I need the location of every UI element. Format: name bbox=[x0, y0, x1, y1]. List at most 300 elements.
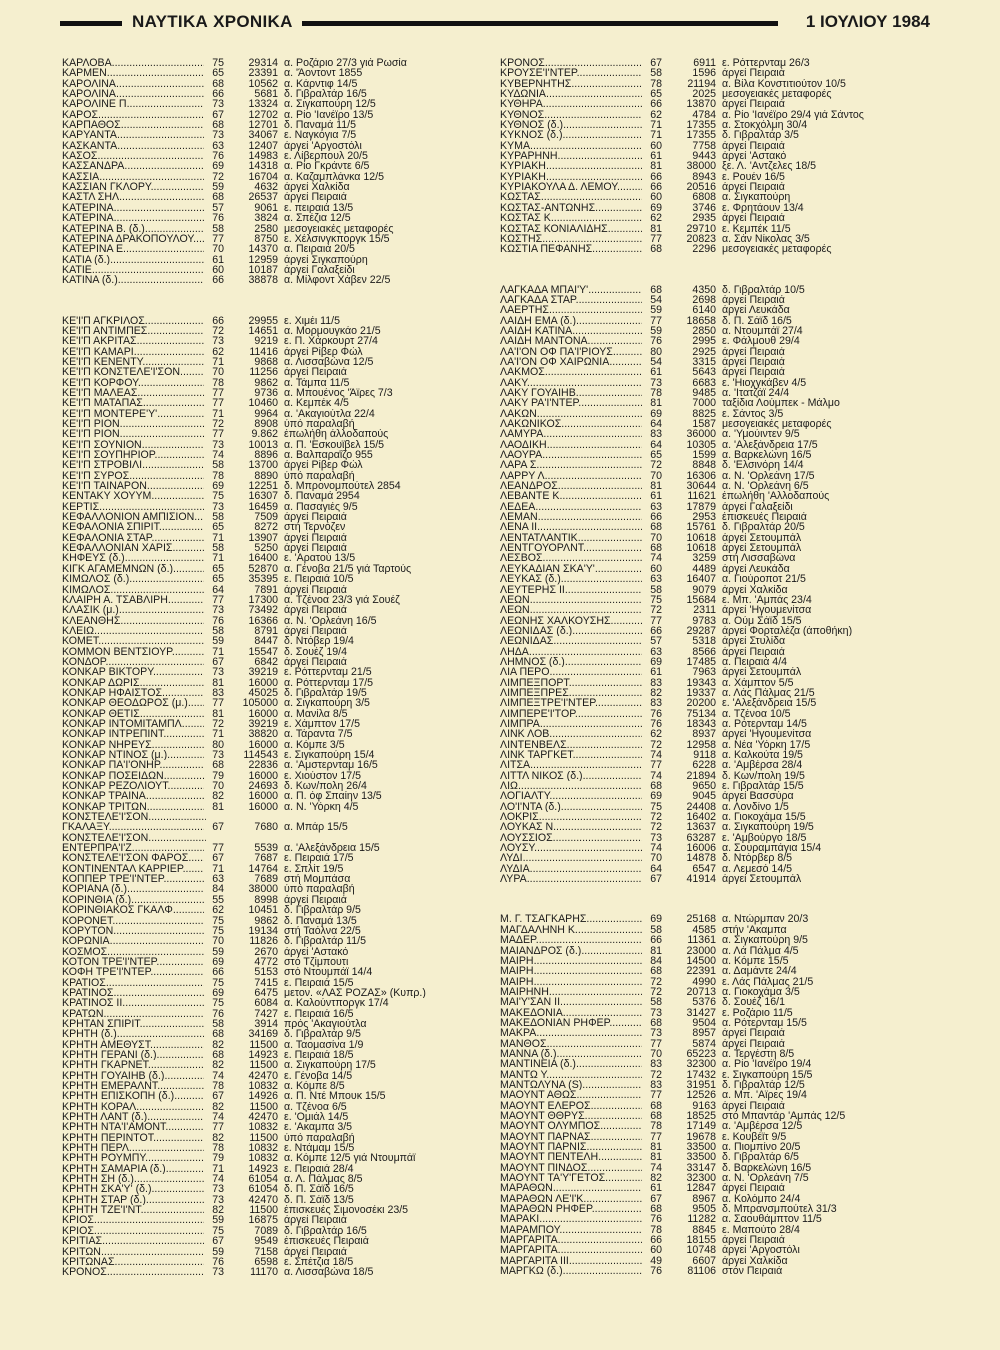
build-year: 77 bbox=[642, 1132, 662, 1142]
ship-row bbox=[62, 234, 472, 244]
tonnage: 7509 bbox=[254, 512, 278, 523]
ship-row bbox=[62, 605, 472, 615]
ship-name: ΚΡΑΤΙΟΣ ..... bbox=[62, 978, 206, 988]
ship-status: άργεί Σετουμπάλ bbox=[722, 667, 802, 678]
tonnage: 8967 bbox=[692, 1193, 716, 1205]
build-year: 58 bbox=[204, 460, 224, 470]
ship-name: ΛΕΣΒΟΣ ..... bbox=[500, 553, 644, 563]
ship-status: ε. 'Ακαμπα 3/5 bbox=[284, 1122, 353, 1133]
ship-status: άργεί Πειραιά bbox=[284, 894, 347, 906]
build-year: 61 bbox=[642, 667, 662, 677]
section-gap bbox=[500, 255, 910, 285]
ship-status: άργεί Πειραιά bbox=[722, 1183, 785, 1194]
ship-row bbox=[62, 988, 472, 998]
header-rule-left bbox=[60, 21, 122, 26]
tonnage: 9783 bbox=[692, 615, 716, 626]
ship-name: ΜΑΝΤΩ Υ. ..... bbox=[500, 1070, 644, 1080]
tonnage: 11500 bbox=[249, 1205, 278, 1216]
tonnage: 4784 bbox=[692, 109, 716, 121]
tonnage: 4350 bbox=[692, 284, 716, 295]
tonnage: 2311 bbox=[693, 605, 716, 616]
ship-status: άργεί Πειραιά bbox=[284, 1246, 347, 1257]
ship-status: έπωλήθη άλλοδαπούς bbox=[284, 429, 389, 440]
ship-status: δ. Π. Σάϊδ 16/5 bbox=[284, 1184, 354, 1195]
tonnage: 5153 bbox=[254, 967, 278, 978]
ship-name: ΚΡΗΤΗ ΓΟΥΑΙΗΒ (δ.) ..... bbox=[62, 1071, 206, 1081]
ship-name: ΚΑΡΟΣ ..... bbox=[62, 110, 206, 120]
ship-row bbox=[62, 316, 472, 326]
ship-row bbox=[62, 1257, 472, 1267]
build-year: 67 bbox=[204, 1091, 224, 1101]
ship-name: ΛΥΡΑ ..... bbox=[500, 874, 644, 884]
ship-name: ΚΟΝΚΑΡ ΠΟΣΕΙΔΩΝ ..... bbox=[62, 771, 206, 781]
build-year: 64 bbox=[642, 419, 662, 429]
ship-row bbox=[62, 1153, 472, 1163]
ship-status: άργεί Πειραιά bbox=[722, 356, 785, 368]
ship-row bbox=[500, 822, 910, 832]
build-year: 75 bbox=[204, 58, 224, 68]
ship-name: ΚΕ'Ι'Π ΣΥΡΟΣ ..... bbox=[62, 471, 206, 481]
ship-row bbox=[62, 409, 472, 419]
build-year: 81 bbox=[642, 1152, 662, 1162]
ship-name: ΛΙΩ ..... bbox=[500, 781, 644, 791]
tonnage: 23391 bbox=[248, 68, 278, 79]
ship-row bbox=[500, 1245, 910, 1255]
ship-status: δ. 'Ελσινόρη 14/4 bbox=[722, 460, 804, 471]
ship-name: ΚΕ'Ι'Π ΑΓΚΡΙΛΟΣ ..... bbox=[62, 316, 206, 326]
ship-name: ΚΩΣΤΙΑ ΠΕΦΑΝΗΣ ..... bbox=[500, 244, 644, 254]
ship-row bbox=[62, 760, 472, 770]
tonnage: 39219 bbox=[248, 718, 278, 730]
tonnage: 9736 bbox=[254, 387, 278, 399]
ship-status: α. 'Ακαγιούτλα 22/4 bbox=[284, 408, 375, 419]
issue-date: 1 ΙΟΥΛΙΟΥ 1984 bbox=[805, 12, 930, 31]
build-year: 66 bbox=[642, 935, 662, 945]
build-year: 82 bbox=[204, 1040, 224, 1050]
tonnage: 21194 bbox=[687, 78, 716, 90]
ship-row bbox=[62, 698, 472, 708]
ship-name: ΚΗΦΕΥΣ (δ.) ..... bbox=[62, 553, 206, 563]
build-year: 65 bbox=[642, 450, 662, 460]
ship-name: ΚΡΙΟΣ ..... bbox=[62, 1215, 206, 1225]
build-year: 73 bbox=[642, 833, 662, 843]
ship-status: ε. Ρουέν 16/5 bbox=[722, 171, 785, 183]
ship-name: ΛΙΜΠΕΞΠΟΡΤ ..... bbox=[500, 678, 644, 688]
ship-row bbox=[500, 522, 910, 532]
build-year: 83 bbox=[642, 698, 662, 708]
tonnage: 29710 bbox=[686, 223, 716, 234]
ship-name: ΜΑΡΑΘΩΝ ..... bbox=[500, 1183, 644, 1193]
ship-row bbox=[62, 791, 472, 801]
build-year: 73 bbox=[204, 502, 224, 512]
build-year: 68 bbox=[642, 1111, 662, 1121]
build-year: 78 bbox=[642, 1225, 662, 1235]
tonnage: 29287 bbox=[686, 625, 716, 637]
ship-status: α. Ντώρμπαν 20/3 bbox=[722, 914, 809, 925]
build-year: 69 bbox=[642, 914, 662, 924]
build-year: 77 bbox=[204, 698, 224, 708]
tonnage: 12251 bbox=[248, 481, 278, 492]
ship-name: ΜΑΚΡΑ ..... bbox=[500, 1028, 644, 1038]
ship-status: α. Κεμπέκ 4/5 bbox=[284, 398, 349, 409]
build-year: 71 bbox=[204, 553, 224, 563]
build-year: 73 bbox=[642, 378, 662, 388]
ship-row bbox=[500, 987, 910, 997]
build-year: 70 bbox=[642, 1049, 662, 1059]
build-year: 78 bbox=[204, 378, 224, 388]
ship-status: ε. Ναγκόγια 7/5 bbox=[284, 130, 357, 141]
ship-status: άργεί Φορταλέζα (άποθήκη) bbox=[722, 625, 853, 637]
ship-row bbox=[62, 843, 472, 853]
ship-row bbox=[62, 864, 472, 874]
ship-status: α. Ρίο 'Ιανέϊρο 13/5 bbox=[284, 109, 374, 121]
ship-name: ΚΡΟΝΟΣ ..... bbox=[500, 58, 644, 68]
ship-status: δ. Βαρκελώνη 16/5 bbox=[722, 1162, 812, 1174]
ship-status: α. Ντουμπάϊ 27/4 bbox=[722, 325, 803, 337]
build-year: 75 bbox=[204, 926, 224, 936]
ship-name: ΜΑΝΤΙΝΕΙΑ (δ.) ..... bbox=[500, 1059, 644, 1069]
tonnage: 42470 bbox=[248, 1070, 278, 1081]
ship-name: ΜΑΙΡΗΝΗ ..... bbox=[500, 987, 644, 997]
build-year: 71 bbox=[642, 130, 662, 140]
tonnage: 11826 bbox=[249, 936, 278, 947]
ship-status: α. Λάς Πάλμας 21/5 bbox=[722, 687, 815, 699]
tonnage: 6842 bbox=[254, 656, 278, 668]
build-year: 63 bbox=[642, 574, 662, 584]
ship-status: ε. Χιούστον 17/5 bbox=[284, 770, 362, 782]
build-year: 64 bbox=[204, 585, 224, 595]
ship-name: ΛΙΑ ΠΕΡΟ ..... bbox=[500, 667, 644, 677]
ship-name: ΚΟΡΙΑΝΑ (δ.) ..... bbox=[62, 884, 206, 894]
build-year: 66 bbox=[204, 967, 224, 977]
tonnage: 61054 bbox=[248, 1184, 278, 1195]
ship-status: έπισκευές Πειραιά bbox=[722, 512, 807, 523]
tonnage: 4585 bbox=[692, 924, 716, 936]
ship-name: ΛΙΝΚ ΤΑΡΓΚΕΤ ..... bbox=[500, 750, 644, 760]
ship-name: ΛΙΤΣΑ ..... bbox=[500, 760, 644, 770]
ship-name: ΚΑΡΛΟΒΑ ..... bbox=[62, 58, 206, 68]
build-year: 55 bbox=[204, 895, 224, 905]
ship-row bbox=[500, 750, 910, 760]
ship-section bbox=[62, 316, 472, 1278]
build-year: 54 bbox=[642, 295, 662, 305]
tonnage: 17149 bbox=[686, 1121, 716, 1132]
build-year: 71 bbox=[204, 647, 224, 657]
build-year: 63 bbox=[642, 647, 662, 657]
tonnage: 16307 bbox=[248, 491, 278, 502]
ship-row bbox=[62, 740, 472, 750]
ship-name: ΚΑΤΙΝΑ (δ.) ..... bbox=[62, 275, 206, 285]
build-year: 73 bbox=[204, 667, 224, 677]
ship-row bbox=[62, 419, 472, 429]
build-year: 82 bbox=[204, 1060, 224, 1070]
ship-status: άργεί Πειραιά bbox=[284, 625, 347, 637]
ship-row bbox=[62, 450, 472, 460]
tonnage: 14878 bbox=[686, 853, 716, 864]
ship-status: δ. Γιβραλτάρ 9/5 bbox=[284, 1029, 361, 1040]
ship-status: α. Γιοκοχάμα 15/5 bbox=[722, 812, 806, 823]
ship-status: α. Λ. Πάλμας 8/5 bbox=[284, 1174, 363, 1185]
ship-row bbox=[62, 203, 472, 213]
ship-status: μεσογειακές μεταφορές bbox=[722, 89, 832, 100]
build-year: 59 bbox=[204, 1247, 224, 1257]
build-year: 70 bbox=[642, 533, 662, 543]
tonnage: 11416 bbox=[249, 346, 278, 357]
tonnage: 8890 bbox=[254, 470, 278, 482]
ship-row bbox=[500, 336, 910, 346]
ship-name: ΚΑΤΕΡΙΝΑ ..... bbox=[62, 203, 206, 213]
ship-row bbox=[62, 367, 472, 377]
tonnage: 38820 bbox=[248, 729, 278, 740]
ship-name: ΜΑΟΥΝΤ ΘΘΡΥΣ ..... bbox=[500, 1111, 644, 1121]
ship-status: άργεί Στυλίδα bbox=[722, 636, 786, 647]
build-year: 78 bbox=[204, 1143, 224, 1153]
ship-name: ΚΟΝΚΑΡ ΘΕΤΙΣ ..... bbox=[62, 709, 206, 719]
ship-status: ε. Σπλίτ 19/5 bbox=[284, 863, 344, 875]
ship-row bbox=[500, 791, 910, 801]
ship-row bbox=[500, 553, 910, 563]
build-year: 63 bbox=[204, 874, 224, 884]
ship-name: ΛΕΥΤΕΡΗΣ ΙΙ ..... bbox=[500, 585, 644, 595]
ship-name: ΚΟΝΚΑΡ ΘΕΟΔΩΡΟΣ (μ.) ..... bbox=[62, 698, 206, 708]
ship-name: ΚΟΜΜΟΝ ΒΕΝΤΣΙΟΥΡ ..... bbox=[62, 647, 206, 657]
ship-row bbox=[500, 925, 910, 935]
ship-row bbox=[62, 957, 472, 967]
tonnage: 10305 bbox=[686, 439, 716, 451]
build-year: 81 bbox=[204, 709, 224, 719]
tonnage: 18525 bbox=[686, 1111, 716, 1122]
ship-name: ΚΩΣΤΑΣ ΚΟΝΙΑΛΙΔΗΣ ..... bbox=[500, 224, 644, 234]
tonnage: 12701 bbox=[248, 120, 278, 131]
ship-name: ΚΡΗΤΗ ΣΑΜΑΡΙΑ (δ.) ..... bbox=[62, 1164, 206, 1174]
ship-row bbox=[62, 89, 472, 99]
ship-name: ΛΑΙΔΗ ΕΜΑ (δ.) ..... bbox=[500, 316, 644, 326]
ship-name: ΛΑΟΔΙΚΗ ..... bbox=[500, 440, 644, 450]
ship-row bbox=[62, 812, 472, 822]
ship-status: α. Πιομπίνο 20/5 bbox=[722, 1142, 801, 1153]
build-year: 66 bbox=[204, 275, 224, 285]
ship-name: ΜΑΔΕΡ ..... bbox=[500, 935, 644, 945]
build-year: 74 bbox=[204, 1071, 224, 1081]
build-year: 78 bbox=[204, 471, 224, 481]
ship-name: ΚΕΦΑΛΟΝΙΑ ΣΤΑΡ ..... bbox=[62, 533, 206, 543]
ship-status: άργεί Πειραιά bbox=[722, 99, 785, 110]
tonnage: 4489 bbox=[692, 563, 716, 575]
ship-status: δ. Παναμά 11/5 bbox=[284, 120, 356, 131]
tonnage: 10832 bbox=[248, 1143, 278, 1154]
ship-status: α. Στοκχόλμη 30/4 bbox=[722, 120, 808, 131]
ship-name: ΚΡΗΤΗ ΣΗ (δ.) ..... bbox=[62, 1174, 206, 1184]
tonnage: 24408 bbox=[686, 801, 716, 813]
tonnage: 10013 bbox=[248, 439, 278, 451]
tonnage: 16875 bbox=[248, 1215, 278, 1226]
build-year: 62 bbox=[642, 213, 662, 223]
build-year: 70 bbox=[204, 244, 224, 254]
ship-row bbox=[500, 326, 910, 336]
ship-name: ΚΕ'Ι'Π ΣΤΡΟΒΙΛΙ ..... bbox=[62, 460, 206, 470]
tonnage: 2698 bbox=[692, 294, 716, 306]
build-year: 67 bbox=[204, 1236, 224, 1246]
tonnage: 6911 bbox=[693, 58, 716, 69]
tonnage: 9443 bbox=[692, 151, 716, 162]
ship-row bbox=[500, 1204, 910, 1214]
build-year: 73 bbox=[642, 1028, 662, 1038]
tonnage: 114543 bbox=[243, 750, 278, 761]
ship-status: α. Ν. 'Υόρκη 4/5 bbox=[284, 801, 359, 813]
build-year: 83 bbox=[642, 1080, 662, 1090]
ship-name: ΚΛΑΙΡΗ Α. ΤΣΑΒΛΙΡΗ ..... bbox=[62, 595, 206, 605]
ship-name: ΜΑΟΥΝΤ ΠΕΝΤΕΛΗ ..... bbox=[500, 1152, 644, 1162]
ship-name: ΚΡΗΤΗ ΝΤΑ'Ι'ΑΜΟΝΤ ..... bbox=[62, 1122, 206, 1132]
ship-name: ΚΕ'Ι'Π ΚΟΝΣΤΕΛΕ'Ι'ΣΟΝ ..... bbox=[62, 367, 206, 377]
tonnage: 14651 bbox=[248, 325, 278, 337]
tonnage: 61054 bbox=[248, 1174, 278, 1185]
ship-name: ΛΑΚΥ ΡΑ'Ι'ΝΤΕΡ ..... bbox=[500, 398, 644, 408]
ship-row bbox=[62, 1040, 472, 1050]
ship-row bbox=[62, 1195, 472, 1205]
ship-row bbox=[500, 1070, 910, 1080]
ship-name: ΚΥΡΙΑΚΗ ..... bbox=[500, 172, 644, 182]
ship-status: ε. Πειραιά 28/4 bbox=[284, 1163, 354, 1175]
build-year: 72 bbox=[642, 460, 662, 470]
tonnage: 11500 bbox=[249, 1132, 278, 1144]
tonnage: 30644 bbox=[686, 481, 716, 492]
build-year: 83 bbox=[642, 429, 662, 439]
ship-name: ΚΩΣΤΑΣ-ΑΝΤΩΝΗΣ ..... bbox=[500, 203, 644, 213]
ship-status: άργεί Πειραιά bbox=[722, 294, 785, 306]
ship-row bbox=[500, 213, 910, 223]
tonnage: 2995 bbox=[692, 336, 716, 347]
build-year: 72 bbox=[642, 812, 662, 822]
ship-name: ΚΑΤΙΕ ..... bbox=[62, 265, 206, 275]
build-year: 77 bbox=[642, 316, 662, 326]
tonnage: 2953 bbox=[692, 512, 716, 523]
build-year: 66 bbox=[204, 316, 224, 326]
ship-status: ταξίδια Λούμπεκ - Μάλμο bbox=[722, 398, 840, 409]
ship-row bbox=[500, 409, 910, 419]
tonnage: 18343 bbox=[686, 718, 716, 730]
ship-name: ΛΑΓΚΑΔΑ ΣΤΑΡ ..... bbox=[500, 295, 644, 305]
ship-row bbox=[500, 1225, 910, 1235]
ship-status: α. Ρότερνταμ 15/5 bbox=[722, 1017, 807, 1029]
build-year: 69 bbox=[204, 988, 224, 998]
build-year: 74 bbox=[642, 843, 662, 853]
tonnage: 3746 bbox=[692, 202, 716, 214]
tonnage: 13870 bbox=[686, 99, 716, 110]
ship-row bbox=[62, 729, 472, 739]
build-year: 58 bbox=[642, 585, 662, 595]
build-year: 57 bbox=[642, 636, 662, 646]
build-year: 77 bbox=[642, 616, 662, 626]
ship-row bbox=[62, 255, 472, 265]
tonnage: 33147 bbox=[686, 1162, 716, 1174]
ship-status: δ. Γιβραλτάρ 16/5 bbox=[284, 1225, 367, 1237]
ship-status: ε. Πειραιά 10/5 bbox=[284, 574, 354, 585]
build-year: 60 bbox=[642, 1245, 662, 1255]
tonnage: 12847 bbox=[686, 1183, 716, 1194]
ship-row bbox=[500, 378, 910, 388]
build-year: 78 bbox=[642, 1121, 662, 1131]
ship-name: ΜΑΡΑΜΠΟΥ ..... bbox=[500, 1225, 644, 1235]
build-year: 59 bbox=[204, 636, 224, 646]
ship-status: ε. Γιβραλτάρ 15/5 bbox=[722, 781, 804, 792]
ship-name: ΚΕ'Ι'Π ΜΑΤΑΠΑΣ ..... bbox=[62, 398, 206, 408]
tonnage: 9505 bbox=[692, 1204, 716, 1215]
build-year: 59 bbox=[642, 326, 662, 336]
ship-name: ΚΛΑΣΙΚ (μ.) ..... bbox=[62, 605, 206, 615]
ship-row bbox=[500, 99, 910, 109]
build-year: 68 bbox=[204, 1050, 224, 1060]
tonnage: 4990 bbox=[692, 976, 716, 987]
tonnage: 24693 bbox=[248, 781, 278, 792]
build-year: 59 bbox=[204, 1215, 224, 1225]
ship-name: ΜΑΡΑΚΙ ..... bbox=[500, 1214, 644, 1224]
ship-name: ΚΡΟΥΣΕ'Ι'ΝΤΕΡ ..... bbox=[500, 68, 644, 78]
ship-row bbox=[62, 1019, 472, 1029]
ship-row bbox=[62, 141, 472, 151]
tonnage: 14923 bbox=[248, 1049, 278, 1061]
ship-name: ΜΑΓΔΑΛΗΝΗ Κ. ..... bbox=[500, 925, 644, 935]
ship-name: ΚΥΡΑΡΗΝΗ ..... bbox=[500, 151, 644, 161]
build-year: 79 bbox=[204, 1153, 224, 1163]
ship-name: ΚΟΝΚΑΡ ΝΤΙΝΟΣ (μ.) ..... bbox=[62, 750, 206, 760]
build-year: 82 bbox=[204, 1133, 224, 1143]
ship-row bbox=[500, 388, 910, 398]
column-right bbox=[500, 58, 910, 1277]
build-year: 71 bbox=[204, 864, 224, 874]
ship-row bbox=[62, 1267, 472, 1277]
ship-status: άργεί Πειραιά bbox=[284, 584, 347, 595]
ship-status: δ. Σουέζ 16/1 bbox=[722, 997, 785, 1008]
ship-status: άργεί Πειραιά bbox=[722, 646, 785, 657]
ship-row bbox=[62, 895, 472, 905]
ship-status: στήν 'Ακαμπα bbox=[722, 924, 787, 936]
ship-status: άργεί Σιγκαπούρη bbox=[284, 254, 368, 265]
tonnage: 18155 bbox=[686, 1235, 716, 1246]
ship-name: ΚΡΗΤΗ ΚΟΡΑΛ ..... bbox=[62, 1102, 206, 1112]
ship-row bbox=[500, 636, 910, 646]
ship-row bbox=[62, 1122, 472, 1132]
ship-status: α. Τζένοα 6/5 bbox=[284, 1101, 347, 1113]
tonnage: 7427 bbox=[254, 1008, 278, 1019]
tonnage: 13700 bbox=[248, 460, 278, 471]
ship-status: άργεί 'Αργοστόλι bbox=[722, 1245, 800, 1256]
build-year: 77 bbox=[204, 234, 224, 244]
build-year: 73 bbox=[204, 440, 224, 450]
tonnage: 6808 bbox=[692, 192, 716, 203]
build-year: 78 bbox=[642, 79, 662, 89]
ship-status: ύπό παραλαβή bbox=[284, 470, 355, 482]
tonnage: 16306 bbox=[686, 470, 716, 482]
ship-status: στή Λισσαβώνα bbox=[722, 553, 796, 564]
tonnage: 33500 bbox=[686, 1142, 716, 1153]
ship-name: ΚΟΣΜΟΣ ..... bbox=[62, 947, 206, 957]
ship-status: δ. Γιβραλτάρ 19/5 bbox=[284, 687, 367, 699]
tonnage: 15547 bbox=[248, 646, 278, 657]
ship-status: α. Ταομασίνα 1/9 bbox=[284, 1039, 364, 1050]
ship-status: άργεί Πειραιά bbox=[284, 656, 347, 668]
ship-row bbox=[500, 678, 910, 688]
ship-status: α. Ν. 'Ορλεάνη 6/5 bbox=[722, 481, 809, 492]
ship-row bbox=[500, 843, 910, 853]
ship-status: α. Ν. 'Ορλεάνη 16/5 bbox=[284, 615, 377, 626]
ship-row bbox=[500, 419, 910, 429]
ship-name: ΛΑ'Ι'ΟΝ ΟΦ ΧΑΙΡΩΝΙΑ ..... bbox=[500, 357, 644, 367]
build-year: 61 bbox=[642, 1183, 662, 1193]
ship-row bbox=[500, 502, 910, 512]
ship-row bbox=[500, 192, 910, 202]
build-year: 67 bbox=[204, 110, 224, 120]
